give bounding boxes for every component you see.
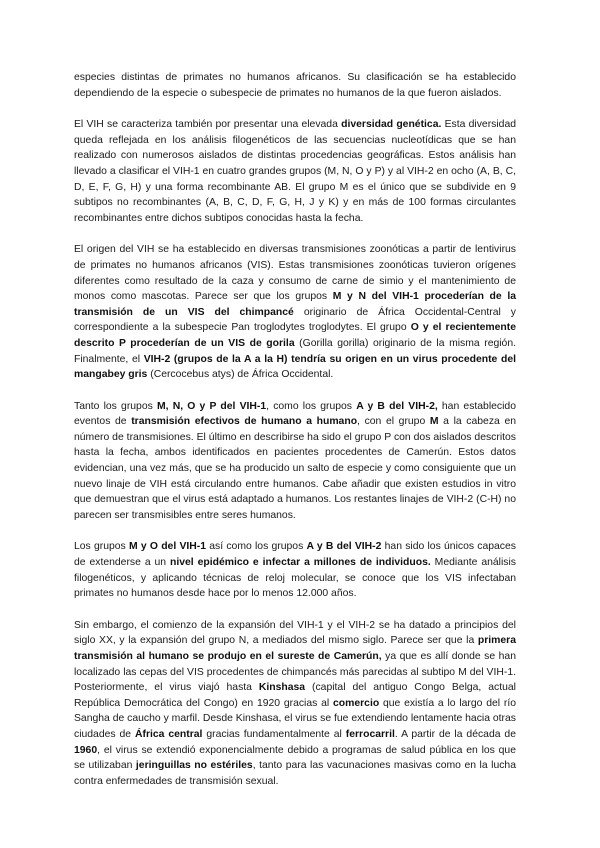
bold-term: 1960 [74, 744, 98, 756]
text-run: , el virus se extendió exponencialmente debido a programas de salud pública en los que se utilizaban [74, 744, 516, 772]
text-run: han establecido eventos de [74, 400, 516, 428]
text-run: Mediante análisis filogenéticos, y aplicando técnicas de reloj molecular, se conoce que los VIS infectaban primates no humanos desde hace por lo menos 12.000 años. [74, 557, 516, 600]
text-run: El VIH se caracteriza también por presentar una elevada [74, 119, 342, 131]
text-run: Tanto los grupos [74, 400, 157, 412]
text-run: , con el grupo [357, 416, 430, 428]
bold-term: jeringuillas no estériles [135, 760, 253, 772]
text-run: a la cabeza en número de transmisiones. El último en describirse ha sido el grupo P con dos aislados descritos hasta la fecha, ambos identificados en pacientes procedentes de Camerún. Estos datos evidencian, una vez más, que se ha producido un salto de especie y como consiguiente que un nuevo linaje de VIH está circulando entre humanos. Cabe añadir que existen estudios in vitro que demuestran que el virus está adaptado a humanos. Los restantes linajes de VIH-2 (C-H) no parecen ser transmisibles entre seres humanos. [74, 416, 517, 521]
text-run: que existía a lo largo del río Sangha de caucho y marfil. Desde Kinshasa, el virus se fue extendiendo lentamente hacia otras ciudades de [74, 697, 516, 740]
bold-term: M y N del VIH-1 procederían de la transmisión de un VIS del chimpancé [74, 291, 516, 318]
bold-term: ferrocarril [345, 728, 395, 740]
text-run: (Cercocebus atys) de África Occidental. [147, 369, 334, 381]
text-run: , tanto para las vacunaciones masivas como en la lucha contra enfermedades de transmisión sexual. [74, 760, 516, 787]
bold-term: Kinshasa [258, 682, 306, 694]
text-run: Sin embargo, el comienzo de la expansión del VIH-1 y el VIH-2 se ha datado a principios del siglo XX, y la expansión del grupo N, a mediados del mismo siglo. Parece ser que la [74, 619, 516, 647]
paragraph-2 [74, 117, 516, 226]
text-run: El origen del VIH se ha establecido en diversas transmisiones zoonóticas a partir de lentivirus de primates no humanos africanos (VIS). Estas transmisiones zoonóticas tuvieron orígenes diferentes como resultado de la caza y consumo de carne de simio y el mantenimiento de monos como mascotas. Parece ser que los grupos [74, 244, 516, 303]
paragraph-5 [74, 539, 516, 601]
paragraph-4 [74, 399, 516, 524]
bold-term: comercio [332, 697, 380, 709]
bold-term: M [429, 416, 439, 428]
text-run: , como los grupos [266, 400, 357, 412]
bold-term: primera transmisión al humano se produjo en el sureste de Camerún, [74, 635, 516, 662]
text-run: Esta diversidad queda reflejada en los análisis filogenéticos de las secuencias nucleotídicas que se han realizado con numerosos aislados de distintas procedencias geográficas. Estos análisis han llevado a clasificar el VIH-1 en cuatro grandes grupos (M, N, O y P) y al VIH-2 en ocho (A, B, C, D, E, F, G, H) y una forma recombinante AB. El grupo M es el único que se subdivide en 9 subtipos no recombinantes (A, B, C, D, F, G, H, J y K) y en más de 100 formas circulantes recombinantes entre dichos subtipos conocidas hasta la fecha. [74, 119, 517, 224]
paragraph-3 [74, 242, 516, 382]
bold-term: África central [134, 728, 203, 740]
text-run: . A partir de la década de [394, 728, 516, 740]
paragraph-1 [74, 70, 516, 101]
text-run: originario de África Occidental-Central y correspondiente a la subespecie Pan troglodytes troglodytes. El grupo [74, 306, 516, 334]
paragraph-6 [74, 618, 516, 790]
text-run: ya que es allí donde se han localizado las cepas del VIS procedentes de chimpancés más parecidas al subtipo M del VIH-1. Posteriormente, el virus viajó hasta [74, 651, 516, 694]
bold-term: VIH-2 (grupos de la A a la H) tendría su origen en un virus procedente del mangabey gris [74, 353, 516, 381]
text-run: (capital del antiguo Congo Belga, actual República Democrática del Congo) en 1920 gracias al [74, 682, 516, 709]
bold-term: transmisión efectivos de humano a humano [131, 416, 358, 428]
bold-term: A y B del VIH-2, [356, 400, 438, 412]
text-run: así como los grupos [206, 541, 307, 553]
bold-term: diversidad genética. [341, 119, 442, 131]
text-run: gracias fundamentalmente al [202, 728, 346, 740]
bold-term: nivel epidémico e infectar a millones de individuos. [170, 557, 431, 569]
text-run: (Gorilla gorilla) originario de la misma región. Finalmente, el [74, 337, 516, 365]
bold-term: A y B del VIH-2 [306, 541, 382, 553]
bold-term: O y el recientemente descrito P procederían de un VIS de gorila [74, 322, 516, 349]
text-run: especies distintas de primates no humanos africanos. Su clasificación se ha establecido dependiendo de la especie o subespecie de primates no humanos de la que fueron aislados. [74, 72, 516, 99]
bold-term: M, N, O y P del VIH-1 [157, 400, 267, 412]
bold-term: M y O del VIH-1 [129, 541, 207, 553]
text-run: han sido los únicos capaces de extenderse a un [74, 541, 516, 569]
text-run: Los grupos [74, 541, 129, 553]
